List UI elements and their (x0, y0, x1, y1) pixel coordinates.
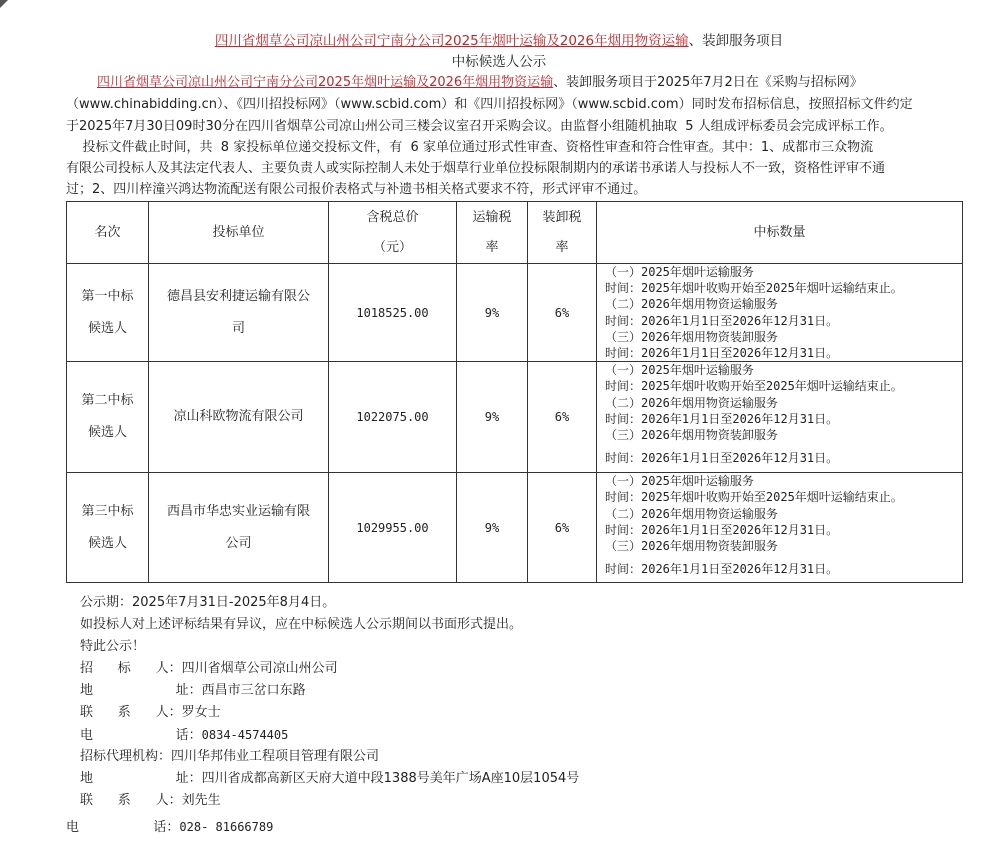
detail-line: （一）2025年烟叶运输服务 (605, 265, 754, 279)
objection-note: 如投标人对上述评标结果有异议，应在中标候选人公示期间以书面形式提出。 (80, 617, 523, 632)
contact-label: 联 系 人： (80, 705, 182, 720)
agency-row (80, 746, 379, 768)
table-row (67, 362, 963, 473)
contact-row (80, 702, 221, 724)
detail-line: （三）2026年烟用物资装卸服务 (605, 428, 778, 443)
row-rank: 第一中标 候选人 (67, 264, 149, 362)
row-rank: 第二中标 候选人 (67, 362, 149, 473)
table-header-row (67, 202, 963, 264)
detail-line: 时间：2026年1月1日至2026年12月31日。 (605, 411, 839, 426)
tenderer-row (80, 658, 338, 680)
agency-address-row (80, 768, 579, 790)
header-transport-tax: 运输税 率 (457, 202, 528, 264)
intro-line-3: 于2025年7月30日09时30分在四川省烟草公司凉山州公司三楼会议室召开采购会议。由监督小组随机抽取 5 人组成评标委员会完成评标工作。 (66, 119, 893, 134)
title-suffix: 、装卸服务项目 (688, 33, 784, 49)
row-price: 1029955.00 (329, 473, 457, 583)
header-loading-tax: 装卸税 率 (528, 202, 597, 264)
intro-project-link[interactable]: 四川省烟草公司凉山州公司宁南分公司2025年烟叶运输及2026年烟用物资运输 (97, 75, 554, 90)
header-company: 投标单位 (149, 202, 329, 264)
document-title (0, 31, 998, 51)
bid-results-table (66, 201, 963, 583)
intro-line-6: 过；2、四川梓潼兴鸿达物流配送有限公司报价表格式与补遗书相关格式要求不符，形式评审不通过。 (66, 182, 647, 197)
row-loading-tax: 6% (528, 362, 597, 473)
row-transport-tax: 9% (457, 264, 528, 362)
phone-row (80, 724, 288, 747)
detail-line: 时间：2026年1月1日至2026年12月31日。 (605, 522, 839, 537)
agency-phone-row (66, 816, 273, 839)
row-transport-tax: 9% (457, 362, 528, 473)
row-details (597, 473, 963, 583)
document-subtitle: 中标候选人公示 (451, 54, 547, 70)
intro-line-4: 投标文件截止时间，共 8 家投标单位递交投标文件，有 6 家单位通过形式性审查、资格性审查和符合性审查。其中：1、成都市三众物流 (66, 140, 874, 155)
agency-address-label: 地 址： (80, 771, 202, 786)
row-loading-tax: 6% (528, 264, 597, 362)
detail-line: （二）2026年烟用物资运输服务 (605, 297, 778, 312)
agency-value: 四川华邦伟业工程项目管理有限公司 (171, 749, 380, 764)
title-project-link[interactable]: 四川省烟草公司凉山州公司宁南分公司2025年烟叶运输及2026年烟用物资运输 (214, 33, 689, 49)
detail-line: （二）2026年烟用物资运输服务 (605, 395, 778, 410)
agency-contact-value: 刘先生 (181, 793, 221, 808)
intro-line-2: （www.chinabidding.cn）、《四川招投标网》（www.scbid.com）和《四川招投标网》（www.scbid.com）同时发布招标信息，按照招标文件约定 (66, 97, 913, 112)
agency-contact-row (80, 790, 221, 812)
notice-text: 特此公示！ (80, 639, 146, 654)
detail-line: 时间：2025年烟叶收购开始至2025年烟叶运输结束止。 (605, 490, 903, 505)
tenderer-label: 招 标 人： (80, 661, 182, 676)
row-price: 1018525.00 (329, 264, 457, 362)
detail-line: 时间：2025年烟叶收购开始至2025年烟叶运输结束止。 (605, 379, 903, 394)
table-row (67, 473, 963, 583)
detail-line: 时间：2026年1月1日至2026年12月31日。 (605, 313, 839, 328)
row-transport-tax: 9% (457, 473, 528, 583)
row-company: 凉山科欧物流有限公司 (149, 362, 329, 473)
row-details (597, 362, 963, 473)
row-company: 德昌县安利捷运输有限公 司 (149, 264, 329, 362)
header-price: 含税总价 （元） (329, 202, 457, 264)
row-price: 1022075.00 (329, 362, 457, 473)
row-details (597, 264, 963, 362)
detail-line: 时间：2026年1月1日至2026年12月31日。 (605, 451, 839, 466)
address-value: 西昌市三岔口东路 (201, 683, 306, 698)
tenderer-value: 四川省烟草公司凉山州公司 (181, 661, 338, 676)
detail-line: （三）2026年烟用物资装卸服务 (605, 329, 778, 344)
agency-phone-label: 电 话： (66, 820, 180, 835)
detail-line: （二）2026年烟用物资运输服务 (605, 506, 778, 521)
header-quantity: 中标数量 (597, 202, 963, 264)
agency-contact-label: 联 系 人： (80, 793, 182, 808)
row-rank: 第三中标 候选人 (67, 473, 149, 583)
publicity-period: 公示期：2025年7月31日-2025年8月4日。 (80, 595, 336, 610)
header-rank: 名次 (67, 202, 149, 264)
detail-line: （一）2025年烟叶运输服务 (605, 474, 754, 489)
detail-line: （一）2025年烟叶运输服务 (605, 363, 754, 378)
row-loading-tax: 6% (528, 473, 597, 583)
agency-label: 招标代理机构： (80, 749, 172, 764)
row-company: 西昌市华忠实业运输有限 公司 (149, 473, 329, 583)
phone-label: 电 话： (80, 728, 202, 743)
phone-value: 0834-4574405 (201, 728, 289, 742)
intro-line-1: 四川省烟草公司凉山州公司宁南分公司2025年烟叶运输及2026年烟用物资运输、装卸服务项目于2025年7月2日在《采购与招标网》 (97, 75, 863, 90)
detail-line: 时间：2025年烟叶收购开始至2025年烟叶运输结束止。 (605, 281, 903, 296)
agency-phone-value: 028- 81666789 (179, 820, 274, 834)
intro-line-5: 有限公司投标人及其法定代表人、主要负责人或实际控制人未处于烟草行业单位投标限制期内的承诺书承诺人与投标人不一致，资格性评审不通 (66, 161, 886, 176)
agency-address-value: 四川省成都高新区天府大道中段1388号美年广场A座10层1054号 (201, 771, 580, 786)
contact-value: 罗女士 (181, 705, 221, 720)
detail-line: 时间：2026年1月1日至2026年12月31日。 (605, 562, 839, 577)
corner-marker (0, 0, 8, 8)
table-row (67, 264, 963, 362)
address-label: 地 址： (80, 683, 202, 698)
detail-line: 时间：2026年1月1日至2026年12月31日。 (605, 346, 839, 361)
address-row (80, 680, 306, 702)
detail-line: （三）2026年烟用物资装卸服务 (605, 539, 778, 554)
